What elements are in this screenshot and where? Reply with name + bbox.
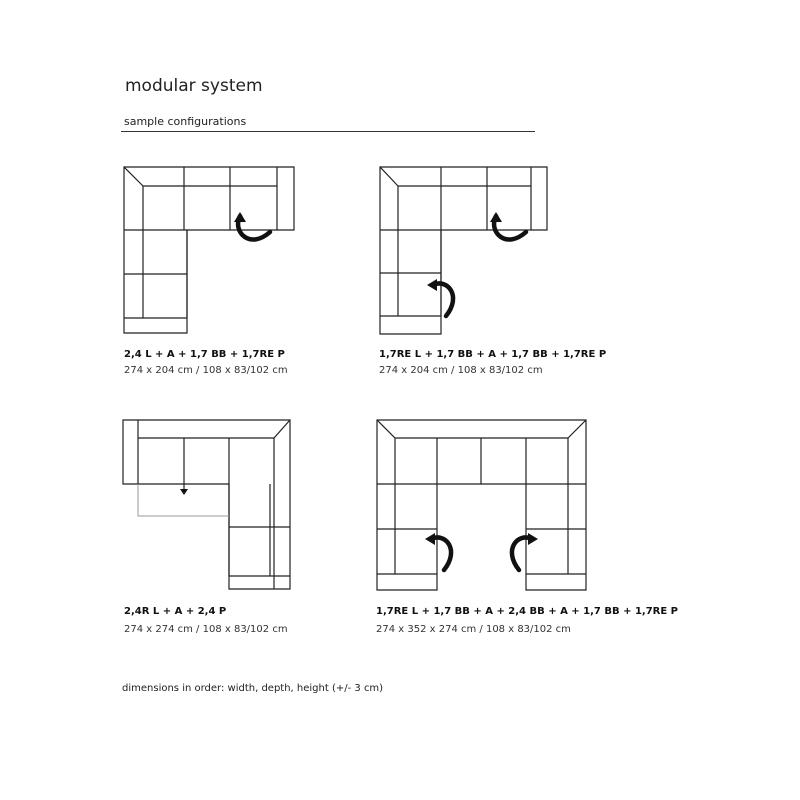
config-3-diagram [123, 420, 290, 589]
config-2-diagram [380, 167, 547, 334]
config-3-name: 2,4R L + A + 2,4 P [124, 606, 227, 617]
config-4-name: 1,7RE L + 1,7 BB + A + 2,4 BB + A + 1,7 BB + 1,7RE P [376, 606, 679, 617]
dimensions-footnote: dimensions in order: width, depth, height (+/- 3 cm) [122, 683, 384, 694]
config-4-diagram [377, 420, 586, 590]
config-1-name: 2,4 L + A + 1,7 BB + 1,7RE P [124, 349, 285, 360]
page-subtitle: sample configurations [124, 115, 247, 128]
config-1-diagram [124, 167, 294, 333]
page-title: modular system [125, 76, 263, 96]
config-3-outline [123, 420, 290, 589]
config-2-name: 1,7RE L + 1,7 BB + A + 1,7 BB + 1,7RE P [379, 349, 607, 360]
config-2-dimensions: 274 x 204 cm / 108 x 83/102 cm [379, 365, 543, 376]
config-2-outline [380, 167, 547, 334]
config-4-dimensions: 274 x 352 x 274 cm / 108 x 83/102 cm [376, 624, 571, 635]
config-1-outline [124, 167, 294, 333]
config-1-dimensions: 274 x 204 cm / 108 x 83/102 cm [124, 365, 288, 376]
config-3-dimensions: 274 x 274 cm / 108 x 83/102 cm [124, 624, 288, 635]
